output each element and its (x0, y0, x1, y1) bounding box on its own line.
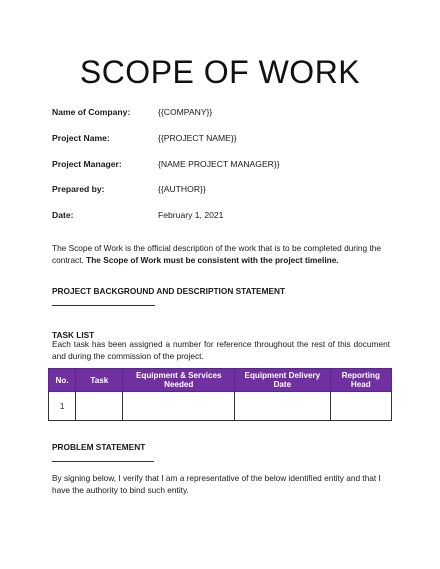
task-table-header (49, 369, 392, 392)
column-header-reporting-head: Reporting Head (330, 369, 391, 392)
problem-underline (52, 461, 154, 462)
info-row-prepared-by (52, 184, 280, 210)
info-row-company (52, 107, 280, 133)
intro-paragraph (52, 243, 382, 267)
signing-paragraph: By signing below, I verify that I am a representative of the below identified entity and that I have the authority to bind such entity. (52, 473, 381, 495)
document-title: SCOPE OF WORK (79, 54, 361, 90)
info-row-project-manager (52, 159, 280, 185)
problem-heading: PROBLEM STATEMENT (52, 442, 146, 452)
intro-text: The Scope of Work is the official description of the work that is to be completed during the contract. (52, 243, 381, 265)
project-info (52, 107, 280, 236)
column-header-delivery-date: Equipment Delivery Date (235, 369, 331, 392)
table-cell[interactable] (123, 392, 235, 421)
info-value: {{COMPANY}} (158, 107, 213, 117)
task-list-heading: TASK LIST (52, 330, 95, 340)
table-cell[interactable] (330, 392, 391, 421)
info-row-date (52, 210, 280, 236)
table-cell[interactable] (235, 392, 331, 421)
background-underline (52, 305, 155, 306)
info-row-project-name (52, 133, 280, 159)
table-cell[interactable] (76, 392, 123, 421)
info-label: Project Name: (52, 132, 110, 143)
table-cell[interactable]: 1 (49, 392, 76, 421)
info-value: February 1, 2021 (158, 210, 224, 221)
info-label: Prepared by: (52, 184, 105, 195)
table-row (49, 392, 392, 421)
intro-bold-text: The Scope of Work must be consistent with the project timeline. (86, 254, 339, 265)
info-value: {{PROJECT NAME}} (158, 132, 237, 143)
background-heading: PROJECT BACKGROUND AND DESCRIPTION STATEMENT (52, 286, 286, 296)
task-table (48, 368, 392, 421)
info-value: {{AUTHOR}} (158, 184, 206, 195)
info-value: {NAME PROJECT MANAGER}} (158, 158, 280, 169)
info-label: Date: (52, 210, 74, 221)
column-header-equipment: Equipment & Services Needed (123, 369, 235, 392)
column-header-no: No. (49, 369, 76, 392)
column-header-task: Task (76, 369, 123, 392)
info-label: Project Manager: (52, 158, 122, 169)
info-label: Name of Company: (52, 107, 131, 117)
task-list-paragraph: Each task has been assigned a number for reference throughout the rest of this document and during the commission of the project. (52, 339, 390, 361)
